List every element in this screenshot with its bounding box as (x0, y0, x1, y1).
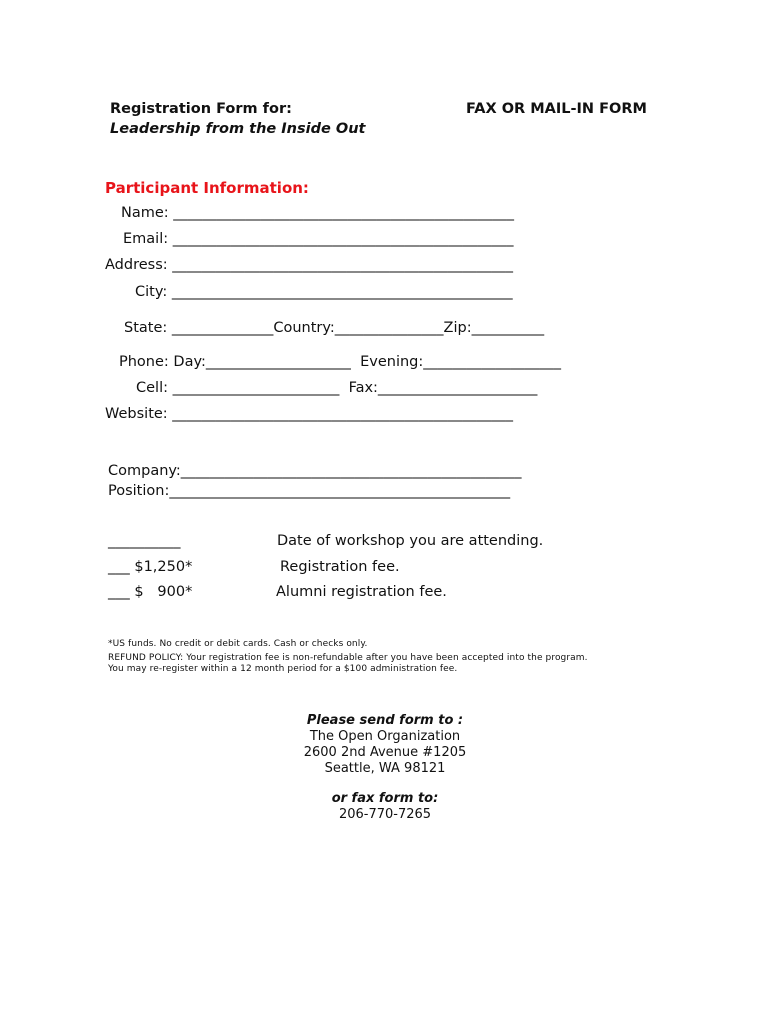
form-title: Registration Form for: (110, 101, 292, 117)
workshop-title: Leadership from the Inside Out (110, 121, 366, 137)
org-city: Seattle, WA 98121 (324, 761, 446, 776)
registration-fee-blank: ___ $1,250* (108, 559, 193, 575)
position-field: Position:_______________________________________________ (108, 483, 511, 499)
website-field: Website: _______________________________________________ (105, 406, 514, 422)
org-street: 2600 2nd Avenue #1205 (303, 745, 467, 760)
participant-section-title: Participant Information: (105, 179, 309, 197)
alumni-fee-label: Alumni registration fee. (276, 584, 447, 600)
refund-policy: REFUND POLICY: Your registration fee is non-refundable after you have been accepted into the program. (108, 653, 588, 663)
workshop-date-blank: __________ (108, 533, 181, 549)
workshop-date-label: Date of workshop you are attending. (277, 533, 544, 549)
phone-field: Phone: Day:____________________ Evening:___________________ (119, 354, 562, 370)
org-name: The Open Organization (309, 729, 461, 744)
fax-number: 206-770-7265 (338, 807, 432, 822)
form-type-label: FAX OR MAIL-IN FORM (466, 101, 647, 117)
city-field: City: _______________________________________________ (135, 284, 513, 300)
reregister-note: You may re-register within a 12 month period for a $100 administration fee. (108, 664, 458, 674)
alumni-fee-blank: ___ $ 900* (108, 584, 193, 600)
payment-note: *US funds. No credit or debit cards. Cash or checks only. (108, 639, 368, 649)
cell-fax-field: Cell: _______________________ Fax:______________________ (136, 380, 538, 396)
company-field: Company:_______________________________________________ (108, 463, 522, 479)
registration-fee-label: Registration fee. (280, 559, 400, 575)
fax-form-label: or fax form to: (331, 791, 439, 806)
address-field: Address: _______________________________________________ (105, 257, 513, 273)
email-field: Email: _______________________________________________ (123, 231, 514, 247)
state-country-zip-field: State: ______________Country:_______________Zip:__________ (124, 320, 545, 336)
name-field: Name: _______________________________________________ (121, 205, 515, 221)
send-form-label: Please send form to : (306, 713, 464, 728)
